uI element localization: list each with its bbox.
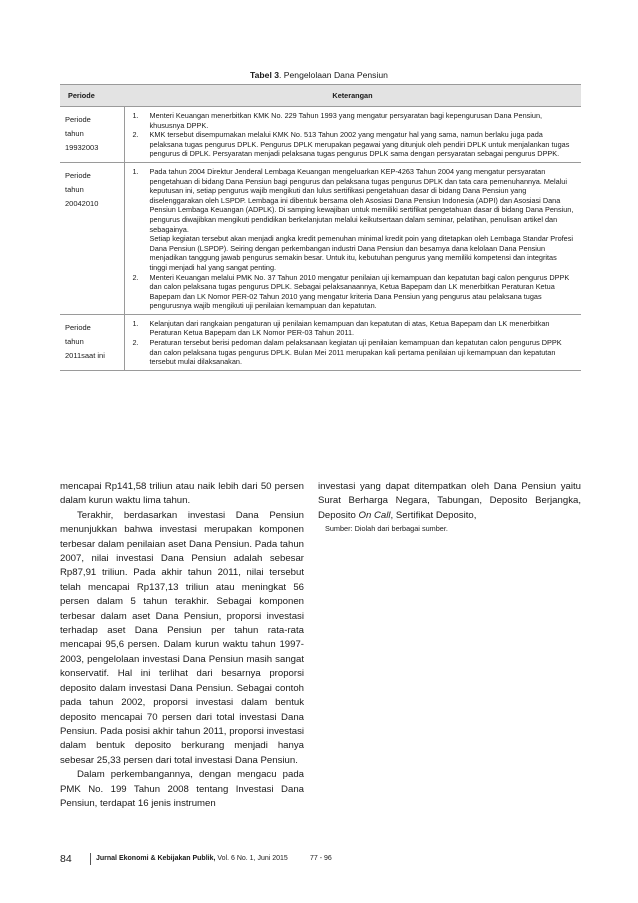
item-number: 2. — [132, 272, 139, 282]
item-text: KMK tersebut disempurnakan melalui KMK No. 513 Tahun 2002 yang mengatur hal yang sama, namun berlaku juga pada pelaksana tugas pengurus DPLK. Pengurus DPLK merupakan pegawai yang ditunjuk oleh pendiri DPLK untuk menjalankan tugas pengurus di DPLK. Persyaratan menjadi pelaksana tugas pengurus DPLK sama dengan persyaratan sebagai pengurus DPPK. — [149, 130, 570, 159]
journal-name: Jurnal Ekonomi & Kebijakan Publik, — [96, 855, 216, 862]
list-item — [131, 338, 576, 367]
italic-term: On Call — [358, 509, 391, 521]
period-cell — [60, 162, 124, 314]
period-years: 2011saat ini — [65, 350, 105, 360]
body-paragraph: mencapai Rp141,58 triliun atau naik lebih dari 50 persen dalam kurun waktu lima tahun. — [60, 481, 304, 507]
list-item — [131, 167, 576, 273]
table-title: . Pengelolaan Dana Pensiun — [279, 70, 388, 80]
table-caption — [0, 70, 638, 81]
table-row — [60, 107, 581, 163]
paragraph-text: investasi yang dapat ditempatkan oleh Dana Pensiun yaitu Surat Berharga Negara, Tabungan, Deposito Berjangka, Deposito — [318, 481, 581, 521]
period-line: tahun — [65, 336, 84, 346]
item-text: Menteri Keuangan melalui PMK No. 37 Tahun 2010 mengatur penilaian uji kemampuan dan kepatutan bagi calon pengurus DPPK dan calon pelaksana tugas pengurus DPLK. Sebagai pelaksanaannya, Ketua Bapepam dan LK menerbitkan Peraturan Ketua Bapepam dan LK Nomor PER-02 Tahun 2010 yang mengatur kriteria Dana Pensiun yang pengurus atau pelaksana tugas pengurusnya wajib mengikuti uji penilaian kemampuan dan kepatutan. — [149, 272, 570, 311]
list-item — [131, 319, 576, 338]
journal-volume: Vol. 6 No. 1, Juni 2015 — [215, 855, 288, 862]
table-row — [60, 314, 581, 370]
period-line: Periode — [65, 115, 91, 124]
page-footer — [60, 852, 580, 866]
list-item — [131, 130, 576, 159]
period-cell — [60, 107, 124, 163]
list-item — [131, 273, 576, 311]
description-cell — [124, 107, 581, 163]
item-text: Menteri Keuangan menerbitkan KMK No. 229 Tahun 1993 yang mengatur persyaratan bagi kepengurusan Dana Pensiun, khususnya DPPK. — [149, 111, 543, 130]
period-line: tahun — [65, 184, 84, 194]
item-number: 2. — [132, 130, 139, 140]
period-line: Periode — [65, 170, 91, 180]
item-number: 1. — [132, 318, 139, 328]
item-text-continued: Setiap kegiatan tersebut akan menjadi angka kredit pemenuhan minimal kredit poin yang ditetapkan oleh Lembaga Standar Profesi Dana Pensiun (LSPDP). Seiring dengan perkembangan industri Dana Pensiun dan besarnya dana kelolaan Dana Pensiun menjadikan tanggung jawab pengurus semakin besar. Untuk itu, kebutuhan pengurus yang memiliki kompetensi dan integritas tinggi menjadi hal yang sangat penting. — [149, 234, 573, 272]
right-text-column — [318, 480, 581, 534]
item-text: Pada tahun 2004 Direktur Jenderal Lembaga Keuangan mengeluarkan KEP-4263 Tahun 2004 yang mengatur persyaratan pengetahuan di bidang Dana Pensiun bagi pengurus dan pelaksana tugas pengurus DPLK dan tata cara pemenuhannya. Melalui keputusan ini, setiap pengurus wajib mengikuti dan lulus sertifikasi pengetahuan dasar di bidang Dana Pensiun yang diselenggarakan oleh LSPDP. Lembaga ini dibentuk bersama oleh Asosiasi Dana Pensiun Indonesia (ADPI) dan Asosiasi Dana Pensiun Lembaga Keuangan (ADPLK). Di samping kewajiban untuk memiliki sertifikat pengetahuan dasar di bidang Dana Pensiun, pengurus diwajibkan mengikuti pendidikan berkelanjutan melalui keikutsertaan dalam seminar, pelatihan, penulisan artikel dan sebagainya. — [149, 166, 574, 234]
footer-divider — [90, 853, 91, 865]
item-body — [150, 167, 576, 273]
item-number: 1. — [132, 111, 139, 120]
description-cell — [124, 314, 581, 370]
journal-citation — [96, 852, 288, 866]
header-periode: Periode — [60, 85, 124, 107]
item-number: 1. — [132, 166, 139, 176]
table-header-row — [60, 85, 581, 107]
period-line: Periode — [65, 322, 91, 332]
body-paragraph: Terakhir, berdasarkan investasi Dana Pensiun menunjukkan bahwa investasi merupakan komponen terbesar dalam penilaian aset Dana Pensiun. Pada tahun 2007, nilai investasi Dana Pensiun adalah sebesar Rp87,91 triliun. Pada akhir tahun 2011, nilai tersebut telah mencapai Rp137,13 triliun atau meningkat 56 persen dalam 5 tahun terakhir. Sebagai komponen terbesar dalam aset Dana Pensiun, proporsi investasi terhadap aset Dana Pensiun per tahun rata-rata mencapai 95,6 persen. Dalam kurun waktu tahun 1997-2003, pengelolaan investasi Dana Pensiun masih sangat konservatif. Hal ini terlihat dari besarnya proporsi deposito dalam investasi Dana Pensiun. Sebagai contoh pada tahun 2002, proporsi investasi dalam bentuk deposito mencapai 70 persen dari total investasi Dana Pensiun. Pada posisi akhir tahun 2011, proporsi investasi dalam bentuk deposito berkurang menjadi hanya sebesar 25,33 persen dari total investasi Dana Pensiun. — [60, 509, 304, 766]
list-item — [131, 111, 576, 130]
body-paragraph: Dalam perkembangannya, dengan mengacu pada PMK No. 199 Tahun 2008 tentang Investasi Dana Pensiun, terdapat 16 jenis instrumen — [60, 769, 304, 809]
table-source-note: Sumber: Diolah dari berbagai sumber. — [325, 524, 448, 534]
period-years: 19932003 — [65, 143, 99, 152]
page-number: 84 — [60, 853, 72, 865]
header-keterangan: Keterangan — [124, 85, 581, 107]
item-number: 2. — [132, 338, 139, 348]
pension-management-table — [60, 84, 581, 371]
table-label: Tabel 3 — [250, 70, 280, 80]
body-paragraph — [318, 480, 581, 523]
left-text-column — [60, 480, 304, 811]
table-row — [60, 162, 581, 314]
item-text: Kelanjutan dari rangkaian pengaturan uji penilaian kemampuan dan kepatutan di atas, Ketua Bapepam dan LK menerbitkan Peraturan Ketua Bapepam dan LK Nomor PER-03 Tahun 2011. — [149, 318, 550, 338]
description-cell — [124, 162, 581, 314]
period-cell — [60, 314, 124, 370]
period-years: 20042010 — [65, 198, 99, 208]
journal-pages: 77 - 96 — [310, 855, 332, 862]
paragraph-text: , Sertifikat Deposito, — [390, 509, 477, 521]
period-line: tahun — [65, 129, 84, 138]
item-text: Peraturan tersebut berisi pedoman dalam pelaksanaan kegiatan uji penilaian kemampuan dan kepatutan calon pengurus DPPK dan calon pelaksana tugas pengurus DPLK. Bulan Mei 2011 merupakan kali pertama penilaian uji kemampuan dan kepatutan tersebut mulai dilaksanakan. — [149, 338, 562, 367]
